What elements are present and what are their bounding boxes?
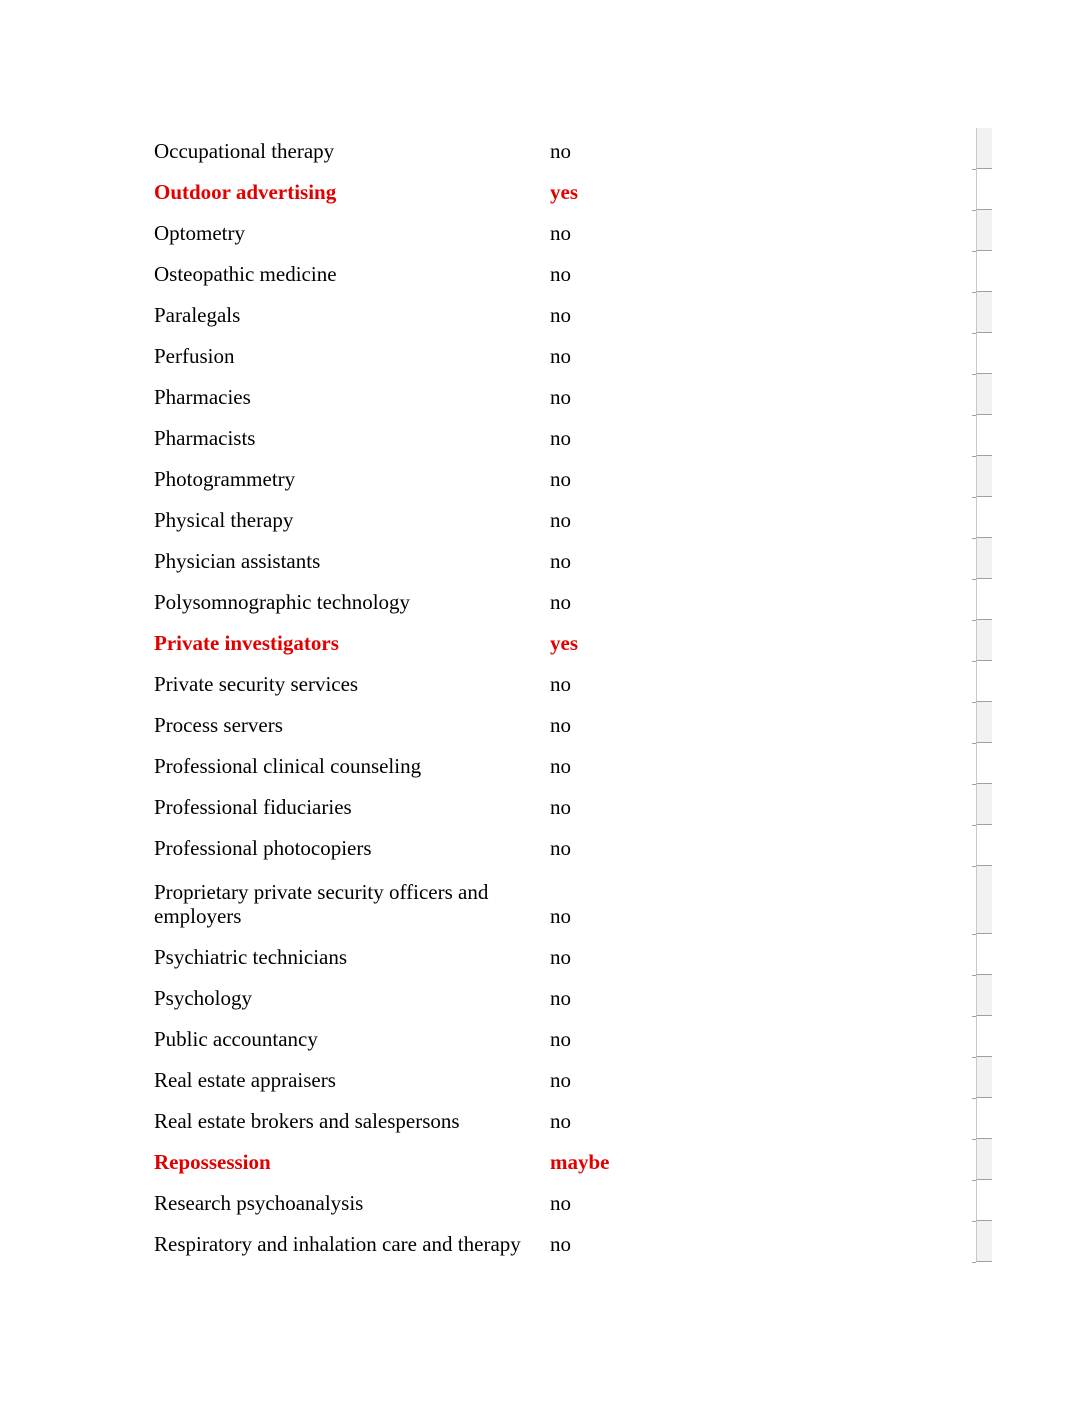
row-value: no — [550, 508, 571, 532]
row-value: no — [550, 1109, 571, 1133]
profession-table — [154, 128, 992, 1262]
row-name: Professional photocopiers — [154, 836, 372, 860]
row-edge-cell — [976, 169, 992, 210]
row-edge-cell — [976, 1098, 992, 1139]
row-name: Psychiatric technicians — [154, 945, 348, 969]
table-row — [154, 251, 992, 292]
row-edge-cell — [976, 128, 992, 169]
row-value: no — [550, 1191, 571, 1215]
row-value: no — [550, 1232, 571, 1256]
table-row — [154, 538, 992, 579]
row-value: no — [550, 262, 571, 286]
row-value: no — [550, 795, 571, 819]
row-edge-cell — [976, 538, 992, 579]
row-name: Research psychoanalysis — [154, 1191, 364, 1215]
table-row-highlighted — [154, 169, 992, 210]
row-edge-cell — [976, 866, 992, 934]
row-name: Photogrammetry — [154, 467, 296, 491]
row-edge-cell — [976, 661, 992, 702]
row-edge-cell — [976, 743, 992, 784]
table-row — [154, 1221, 992, 1262]
row-value: no — [550, 549, 571, 573]
table-row — [154, 702, 992, 743]
row-value: no — [550, 590, 571, 614]
table-row — [154, 374, 992, 415]
row-value: no — [550, 426, 571, 450]
row-name: Pharmacies — [154, 385, 251, 409]
row-edge-cell — [976, 975, 992, 1016]
table-row — [154, 1016, 992, 1057]
row-edge-cell — [976, 1016, 992, 1057]
table-row — [154, 975, 992, 1016]
row-name: Outdoor advertising — [154, 180, 337, 204]
row-name: Polysomnographic technology — [154, 590, 411, 614]
row-value: no — [550, 754, 571, 778]
table-row — [154, 456, 992, 497]
row-value: no — [550, 836, 571, 860]
table-row — [154, 292, 992, 333]
table-row — [154, 1098, 992, 1139]
row-name: Proprietary private security officers and employers — [154, 880, 489, 928]
row-name: Public accountancy — [154, 1027, 318, 1051]
row-edge-cell — [976, 1139, 992, 1180]
row-name: Private security services — [154, 672, 359, 696]
table-row — [154, 934, 992, 975]
table-row — [154, 497, 992, 538]
row-name: Psychology — [154, 986, 253, 1010]
row-name: Process servers — [154, 713, 283, 737]
row-value: no — [550, 713, 571, 737]
row-value: no — [550, 221, 571, 245]
table-row — [154, 825, 992, 866]
row-name: Respiratory and inhalation care and therapy — [154, 1232, 521, 1256]
table-row — [154, 415, 992, 456]
row-edge-cell — [976, 1221, 992, 1262]
row-value: no — [550, 904, 571, 928]
row-name: Professional clinical counseling — [154, 754, 422, 778]
row-edge-cell — [976, 784, 992, 825]
row-edge-cell — [976, 210, 992, 251]
row-edge-cell — [976, 374, 992, 415]
row-edge-cell — [976, 497, 992, 538]
row-name: Physical therapy — [154, 508, 294, 532]
row-value: yes — [550, 631, 578, 655]
row-divider — [972, 1262, 976, 1263]
row-edge-cell — [976, 333, 992, 374]
row-name: Paralegals — [154, 303, 241, 327]
row-edge-cell — [976, 825, 992, 866]
row-name: Professional fiduciaries — [154, 795, 352, 819]
table-row — [154, 210, 992, 251]
row-name: Private investigators — [154, 631, 339, 655]
row-edge-cell — [976, 1180, 992, 1221]
table-row-highlighted — [154, 620, 992, 661]
row-name: Occupational therapy — [154, 139, 335, 163]
row-name: Perfusion — [154, 344, 235, 368]
row-value: no — [550, 344, 571, 368]
table-row — [154, 1180, 992, 1221]
table-row-highlighted — [154, 1139, 992, 1180]
row-value: no — [550, 303, 571, 327]
row-value: yes — [550, 180, 578, 204]
table-row — [154, 784, 992, 825]
row-edge-cell — [976, 579, 992, 620]
table-row — [154, 579, 992, 620]
row-value: no — [550, 1068, 571, 1092]
row-value: no — [550, 385, 571, 409]
row-value: no — [550, 986, 571, 1010]
table-row — [154, 661, 992, 702]
table-row — [154, 866, 992, 934]
row-value: no — [550, 945, 571, 969]
row-edge-cell — [976, 251, 992, 292]
table-row — [154, 743, 992, 784]
row-edge-cell — [976, 1057, 992, 1098]
row-edge-cell — [976, 702, 992, 743]
row-value: no — [550, 467, 571, 491]
row-name: Physician assistants — [154, 549, 321, 573]
row-name: Pharmacists — [154, 426, 256, 450]
row-value: no — [550, 1027, 571, 1051]
row-value: no — [550, 672, 571, 696]
row-name: Optometry — [154, 221, 245, 245]
row-edge-cell — [976, 620, 992, 661]
row-edge-cell — [976, 415, 992, 456]
table-row — [154, 128, 992, 169]
row-name: Real estate appraisers — [154, 1068, 336, 1092]
table-row — [154, 333, 992, 374]
row-name: Osteopathic medicine — [154, 262, 337, 286]
row-edge-cell — [976, 934, 992, 975]
row-name: Repossession — [154, 1150, 271, 1174]
row-value: maybe — [550, 1150, 610, 1174]
row-edge-cell — [976, 292, 992, 333]
row-name: Real estate brokers and salespersons — [154, 1109, 460, 1133]
row-value: no — [550, 139, 571, 163]
row-edge-cell — [976, 456, 992, 497]
table-row — [154, 1057, 992, 1098]
